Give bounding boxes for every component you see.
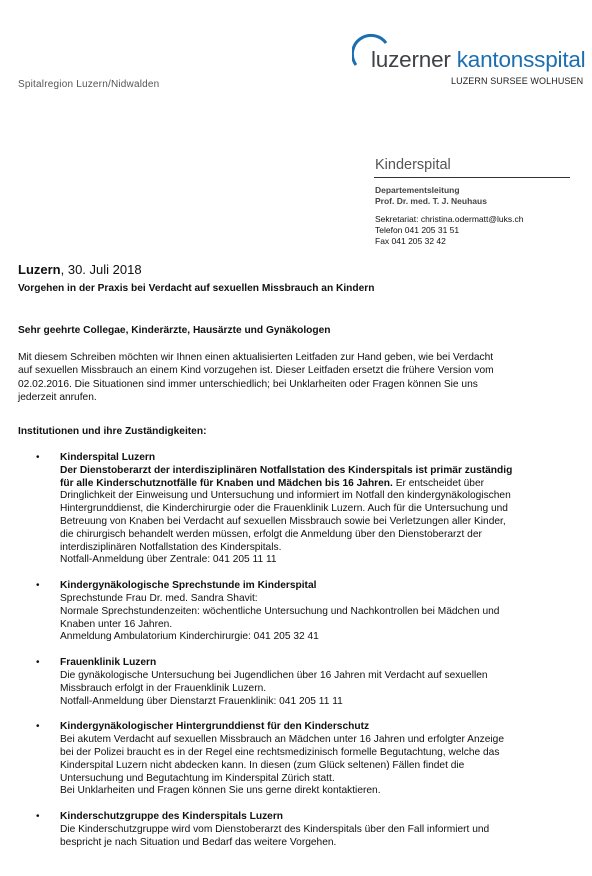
institution-phone: Notfall-Anmeldung über Dienstarzt Frauenklinik: 041 205 11 11 [60, 695, 343, 707]
contact-fax: Fax 041 205 32 42 [375, 236, 446, 246]
bullet-icon: • [36, 452, 40, 463]
department-lead [375, 185, 487, 207]
institution-line: Untersuchung und Begutachtung im Kinderspital Zürich statt. [60, 772, 335, 784]
intro-line: jederzeit anrufen. [18, 391, 97, 403]
department-divider [374, 177, 570, 178]
institution-line: die chirurgisch behandelt werden müssen, erfolgt die Anmeldung über den Dienstoberarzt der [60, 528, 482, 540]
institution-phone: Notfall-Anmeldung über Zentrale: 041 205 11 11 [60, 554, 277, 566]
letter-date [18, 262, 142, 277]
institution-line: Betreuung von Knaben bei Verdacht auf sexuellen Missbrauch sowie bei Verletzungen aller Kinder, [60, 515, 506, 527]
institution-line: für alle Kinderschutznotfälle für Knaben und Mädchen bis 16 Jahren. [60, 477, 393, 489]
institution-hintergrunddienst [36, 721, 581, 798]
letter-subject: Vorgehen in der Praxis bei Verdacht auf sexuellen Missbrauch an Kindern [18, 283, 375, 294]
institutions-list [36, 452, 581, 863]
institution-line: Hintergrunddienst, die Kinderchirurgie oder die Frauenklinik Luzern. Auch für die Untersuchung und [60, 503, 508, 515]
institution-title: Kinderspital Luzern [60, 452, 156, 463]
department-title: Kinderspital [375, 157, 451, 173]
institution-title: Kindergynäkologische Sprechstunde im Kinderspital [60, 580, 317, 592]
institution-kindergyn-sprechstunde [36, 580, 581, 644]
institutions-heading: Institutionen und ihre Zuständigkeiten: [18, 426, 207, 437]
institution-line: Bei akutem Verdacht auf sexuellen Missbrauch an Mädchen unter 16 Jahren und erfolgter Anzeige [60, 734, 504, 746]
institution-line: Dringlichkeit der Einweisung und Untersuchung und informiert im Notfall den kindergynäkologischen [60, 490, 511, 502]
letter-intro [18, 351, 583, 404]
institution-line: Knaben unter 16 Jahren. [60, 618, 173, 630]
institution-phone: Anmeldung Ambulatorium Kinderchirurgie: 041 205 32 41 [60, 631, 319, 643]
institution-title: Kinderschutzgruppe des Kinderspitals Luzern [60, 811, 284, 823]
institution-line: Der Dienstoberarzt der interdisziplinären Notfallstation des Kinderspitals ist primär zuständig [60, 464, 513, 476]
logo-word-kantonsspital: kantonsspital [456, 47, 586, 72]
institution-kinderschutzgruppe [36, 811, 581, 849]
institution-title: Kindergynäkologischer Hintergrunddienst für den Kinderschutz [60, 721, 370, 733]
hospital-logo [371, 48, 585, 72]
bullet-icon: • [36, 580, 40, 592]
bullet-icon: • [36, 721, 40, 733]
institution-line: Sprechstunde Frau Dr. med. Sandra Shavit: [60, 592, 258, 604]
letter-date-text: , 30. Juli 2018 [60, 262, 142, 277]
letter-greeting: Sehr geehrte Collegae, Kinderärzte, Hausärzte und Gynäkologen [18, 325, 331, 336]
institution-line: Die gynäkologische Untersuchung bei Jugendlichen über 16 Jahren mit Verdacht auf sexuellen [60, 669, 488, 681]
logo-subtitle: LUZERN SURSEE WOLHUSEN [451, 76, 584, 86]
institution-kinderspital [36, 452, 581, 567]
department-lead-name: Prof. Dr. med. T. J. Neuhaus [375, 196, 487, 206]
contact-phone: Telefon 041 205 31 51 [375, 225, 460, 235]
institution-line: Missbrauch erfolgt in der Frauenklinik Luzern. [60, 682, 267, 694]
institution-frauenklinik [36, 657, 581, 708]
intro-line: Mit diesem Schreiben möchten wir Ihnen einen aktualisierten Leitfaden zur Hand geben, wie bei Verdacht [18, 352, 494, 363]
intro-line: 02.02.2016. Die Situationen sind immer unterschiedlich; bei Unklarheiten oder Fragen können Sie uns [18, 378, 478, 390]
bullet-icon: • [36, 811, 40, 823]
region-label: Spitalregion Luzern/Nidwalden [18, 79, 160, 90]
institution-line: interdisziplinären Notfallstation des Kinderspitals. [60, 541, 282, 553]
institution-line: bespricht je nach Situation und Bedarf das weitere Vorgehen. [60, 836, 337, 848]
institution-line: Kinderspital Luzern nicht abdecken kann. In diesen (zum Glück seltenen) Fällen findet die [60, 759, 465, 771]
intro-line: auf sexuellen Missbrauch an einem Kind vorzugehen ist. Dieser Leitfaden ersetzt die frühere Version vom [18, 365, 494, 377]
logo-word-luzerner: luzerner [371, 47, 457, 72]
institution-line: Bei Unklarheiten und Fragen können Sie uns gerne direkt kontaktieren. [60, 785, 381, 797]
institution-line: Normale Sprechstundenzeiten: wöchentliche Untersuchung und Nachkontrollen bei Mädchen und [60, 605, 500, 617]
bullet-icon: • [36, 657, 40, 669]
contact-block [375, 214, 523, 247]
institution-line: Die Kinderschutzgruppe wird vom Dienstoberarzt des Kinderspitals über den Fall informiert und [60, 823, 490, 835]
letter-date-city: Luzern [18, 262, 61, 277]
institution-line: bei der Polizei braucht es in der Regel eine rechtsmedizinisch formelle Begutachtung, welche das [60, 746, 500, 758]
department-lead-label: Departementsleitung [375, 185, 460, 195]
institution-title: Frauenklinik Luzern [60, 657, 157, 669]
institution-line: Er entscheidet über [392, 477, 485, 489]
contact-secretariat: Sekretariat: christina.odermatt@luks.ch [375, 214, 524, 224]
